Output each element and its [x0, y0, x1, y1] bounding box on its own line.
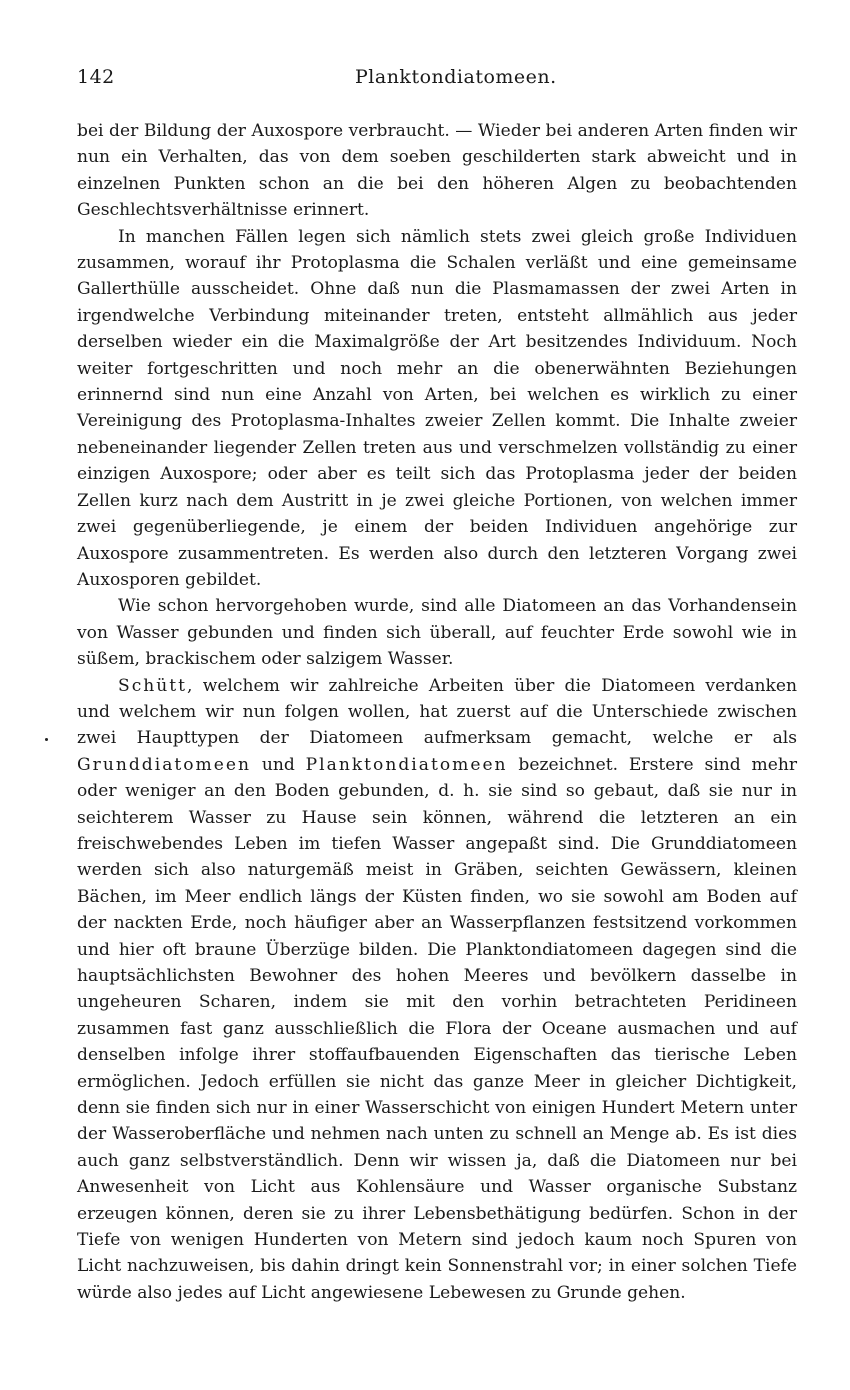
paragraph-auxospore-continuation: bei der Bildung der Auxospore verbraucht. — Wieder bei anderen Arten finden wir nun ein Verhalten, das von dem soeben geschilderten stark abweicht und in einzelnen Punkten schon an die bei den höheren Algen zu beobachtenden Geschlechtsverhältnisse erinnert. [77, 121, 797, 221]
paragraph-wasser: Wie schon hervorgehoben wurde, sind alle Diatomeen an das Vorhandensein von Wasser gebunden und finden sich überall, auf feuchter Erde sowohl wie in süßem, brackischem oder salzigem Wasser. [77, 596, 797, 670]
paragraph-schuett [77, 673, 797, 1307]
paragraph-individuen: In manchen Fällen legen sich nämlich stets zwei gleich große Individuen zusammen, worauf ihr Protoplasma die Schalen verläßt und eine gemeinsame Gallerthülle ausscheidet. Ohne daß nun die Plasmamassen der zwei Arten in irgendwelche Verbindung miteinander treten, entsteht allmählich aus jeder derselben wieder ein die Maximalgröße der Art besitzendes Individuum. Noch weiter fortgeschritten und noch mehr an die obenerwähnten Beziehungen erinnernd sind nun eine Anzahl von Arten, bei welchen es wirklich zu einer Vereinigung des Protoplasma-Inhaltes zweier Zellen kommt. Die Inhalte zweier nebeneinander liegender Zellen treten aus und verschmelzen vollständig zu einer einzigen Auxospore; oder aber es teilt sich das Protoplasma jeder der beiden Zellen kurz nach dem Austritt in je zwei gleiche Portionen, von welchen immer zwei gegenüberliegende, je einem der beiden Individuen angehörige zur Auxospore zusammentreten. Es werden also durch den letzteren Vorgang zwei Auxosporen gebildet. [77, 226, 797, 590]
text-segment: und [251, 754, 306, 775]
term-planktondiatomeen: Planktondiatomeen [305, 754, 508, 775]
running-head [77, 66, 797, 98]
author-name-schuett: Schütt [118, 675, 188, 696]
page-number: 142 [77, 66, 115, 88]
text-segment: , welchem wir zahlreiche Arbeiten über die Diatomeen verdanken und welchem wir nun folgen wollen, hat zuerst auf die Unterschiede zwischen zwei Haupttypen der Diatomeen aufmerksam gemacht, welche er als [77, 675, 797, 749]
book-page [77, 66, 797, 1306]
margin-dot [45, 738, 48, 741]
running-title: Planktondiatomeen. [355, 66, 557, 88]
text-segment: bezeichnet. Erstere sind mehr oder weniger an den Boden gebunden, d. h. sie sind so gebaut, daß sie nur in seichterem Wasser zu Hause sein können, während die letzteren an ein freischwebendes Leben im tiefen Wasser angepaßt sind. Die Grunddiatomeen werden sich also naturgemäß meist in Gräben, seichten Gewässern, kleinen Bächen, im Meer endlich längs der Küsten finden, wo sie sowohl am Boden auf der nackten Erde, noch häufiger aber an Wasserpflanzen festsitzend vorkommen und hier oft braune Überzüge bilden. Die Planktondiatomeen dagegen sind die hauptsächlichsten Bewohner des hohen Meeres und bevölkern dasselbe in ungeheuren Scharen, indem sie mit den vorhin betrachteten Peridineen zusammen fast ganz ausschließlich die Flora der Oceane ausmachen und auf denselben infolge ihrer stoffaufbauenden Eigenschaften das tierische Leben ermöglichen. Jedoch erfüllen sie nicht das ganze Meer in gleicher Dichtigkeit, denn sie finden sich nur in einer Wasserschicht von einigen Hundert Metern unter der Wasseroberfläche und nehmen nach unten zu schnell an Menge ab. Es ist dies auch ganz selbstverständlich. Denn wir wissen ja, daß die Diatomeen nur bei Anwesenheit von Licht aus Kohlensäure und Wasser organische Substanz erzeugen können, deren sie zu ihrer Lebensbethätigung bedürfen. Schon in der Tiefe von wenigen Hunderten von Metern sind jedoch kaum noch Spuren von Licht nachzuweisen, bis dahin dringt kein Sonnenstrahl vor; in einer solchen Tiefe würde also jedes auf Licht angewiesene Lebewesen zu Grunde gehen. [77, 754, 797, 1303]
term-grunddiatomeen: Grunddiatomeen [77, 754, 251, 775]
body-text [77, 118, 797, 1306]
